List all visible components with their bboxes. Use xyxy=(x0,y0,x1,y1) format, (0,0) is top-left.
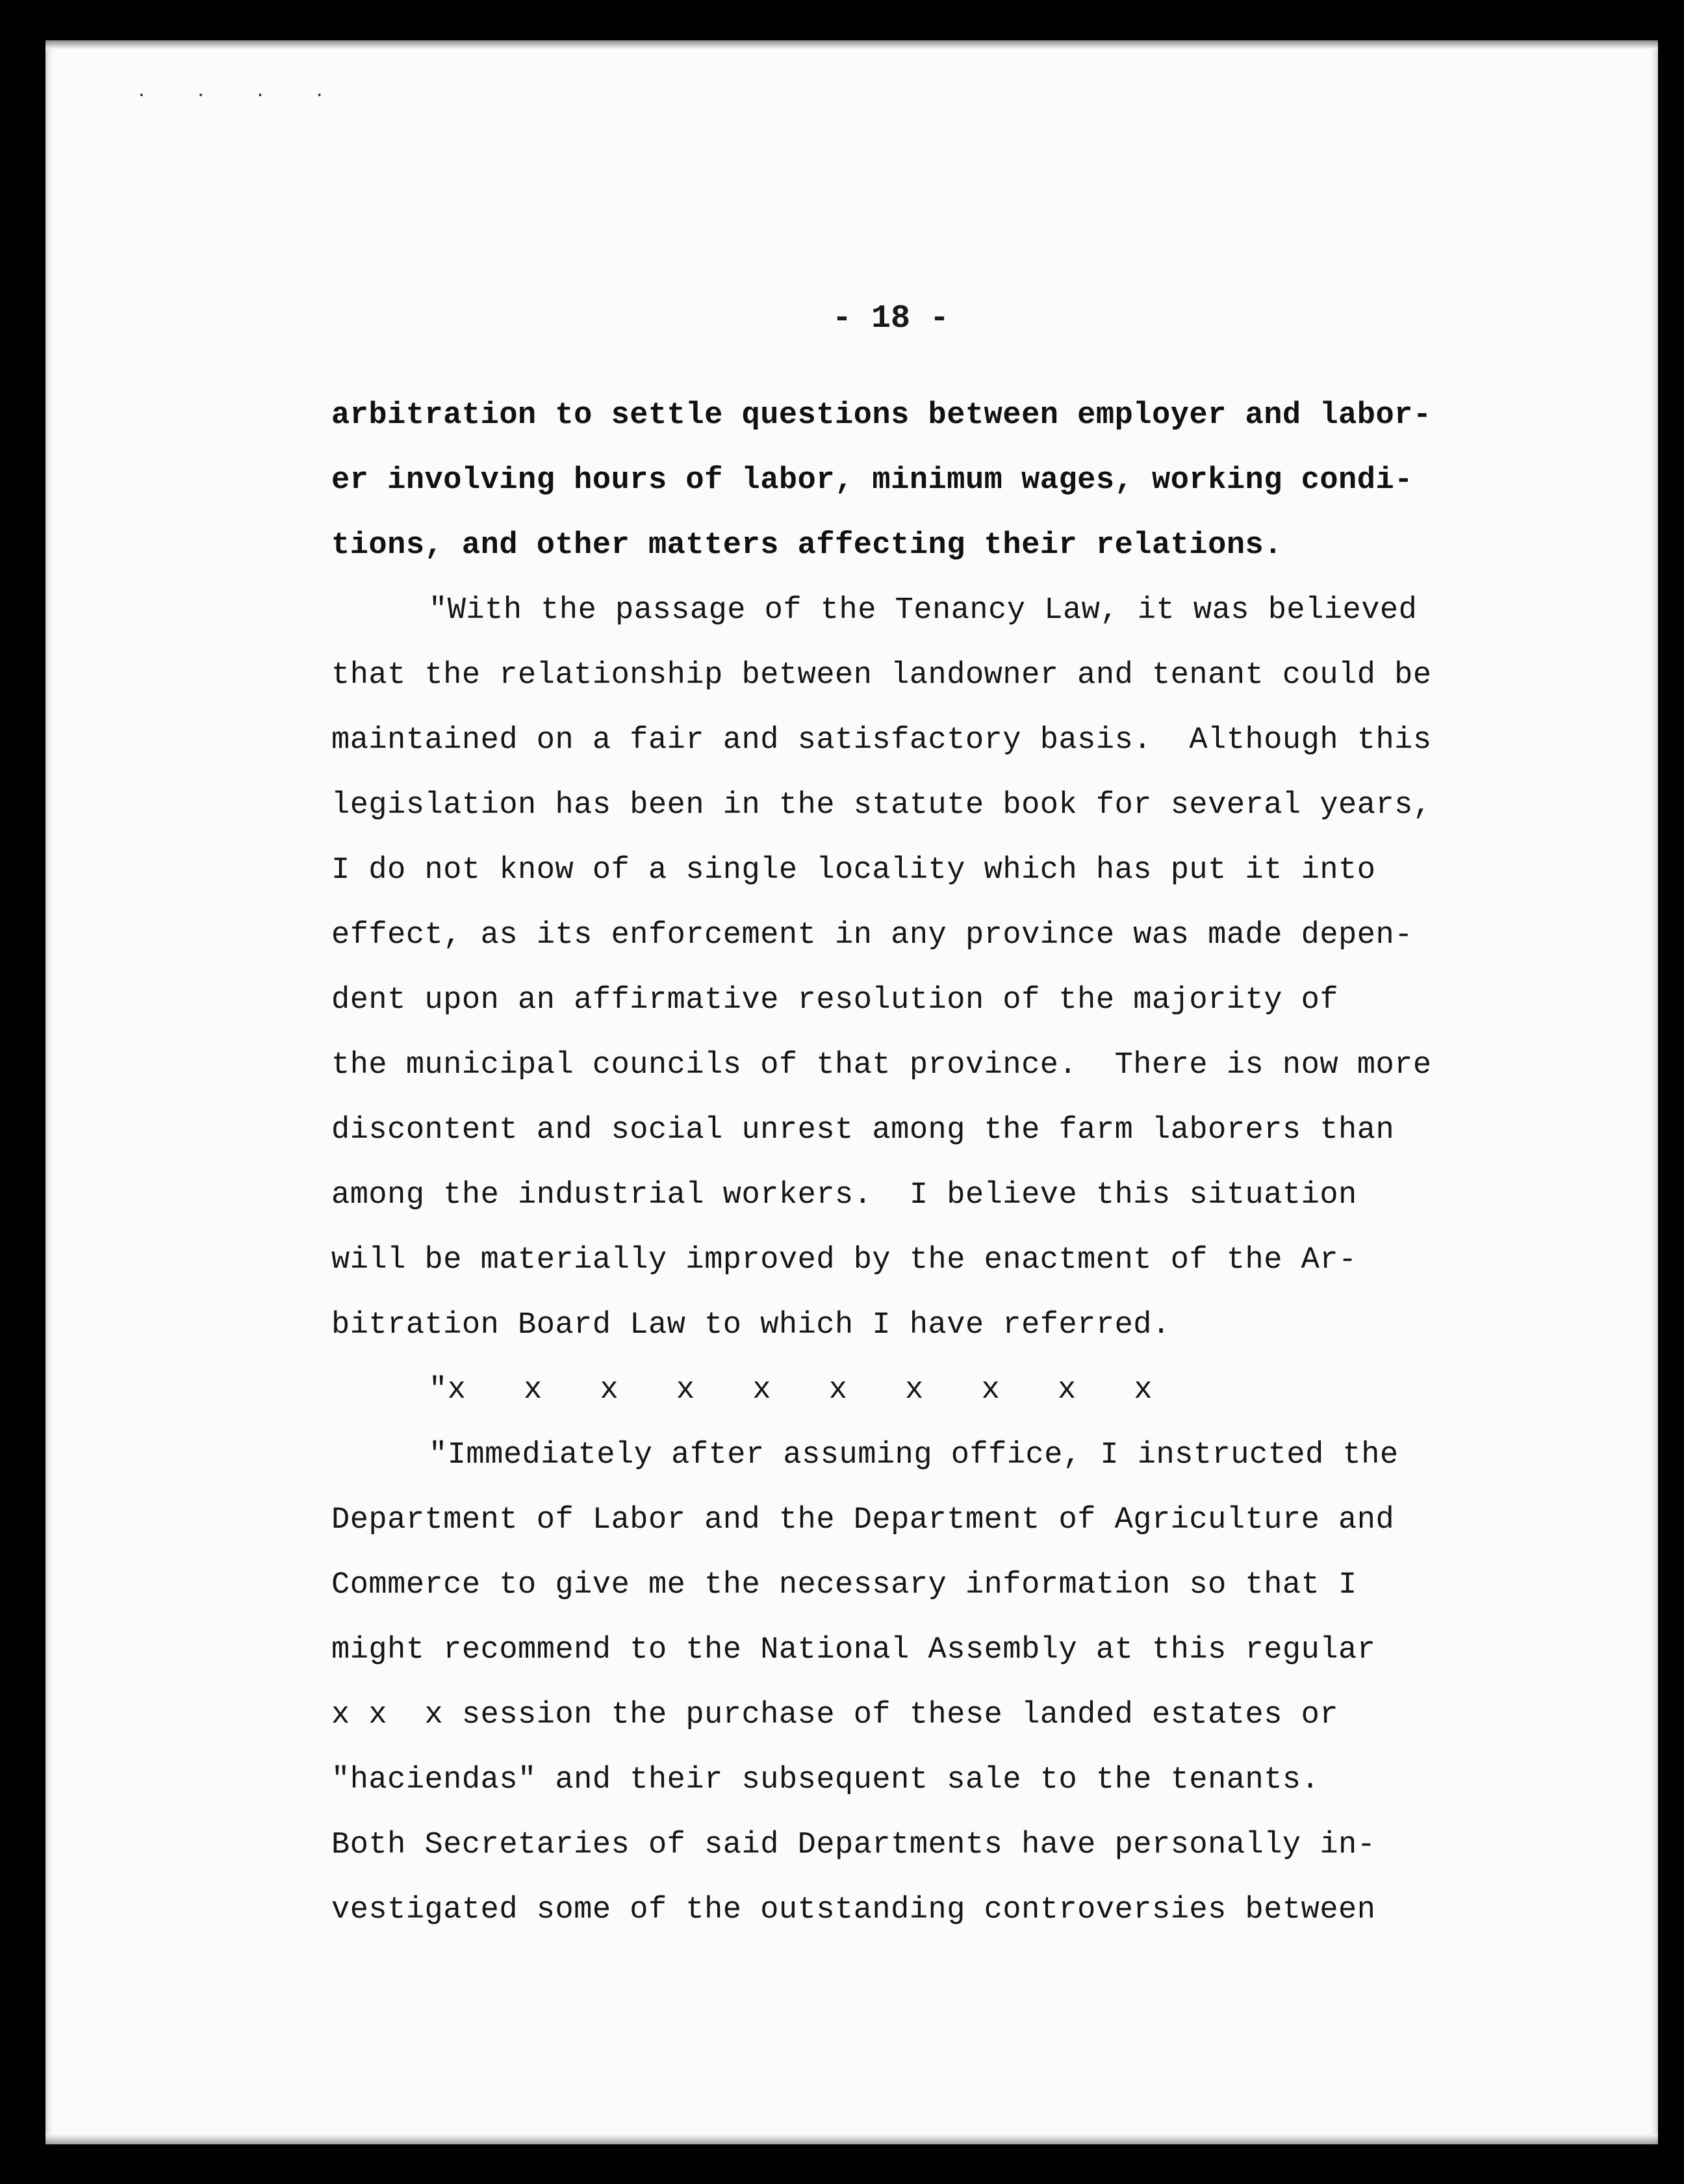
text-line: Department of Labor and the Department of Agriculture and xyxy=(331,1503,1395,1537)
scan-specks: · · · · xyxy=(136,86,344,105)
text-line: "haciendas" and their subsequent sale to the tenants. xyxy=(331,1763,1320,1797)
text-line: among the industrial workers. I believe this situation xyxy=(331,1178,1357,1213)
text-line: that the relationship between landowner and tenant could be xyxy=(331,658,1432,693)
text-line: arbitration to settle questions between employer and labor- xyxy=(331,398,1432,433)
ellipsis-row: "x x x x x x x x x x xyxy=(429,1373,1153,1407)
text-line: er involving hours of labor, minimum wages, working condi- xyxy=(331,463,1413,498)
text-line: "Immediately after assuming office, I instructed the xyxy=(429,1438,1399,1472)
page-number: - 18 - xyxy=(832,300,950,337)
text-line: discontent and social unrest among the farm laborers than xyxy=(331,1113,1395,1148)
text-line: tions, and other matters affecting their relations. xyxy=(331,528,1282,563)
text-line: the municipal councils of that province. There is now more xyxy=(331,1048,1432,1083)
text-line: legislation has been in the statute book for several years, xyxy=(331,788,1432,823)
text-line: effect, as its enforcement in any province was made depen- xyxy=(331,918,1413,953)
text-line: I do not know of a single locality which has put it into xyxy=(331,853,1376,888)
text-line: bitration Board Law to which I have referred. xyxy=(331,1308,1171,1343)
document-page xyxy=(45,40,1658,2144)
body-text xyxy=(331,383,1605,1943)
text-line: Commerce to give me the necessary information so that I xyxy=(331,1568,1357,1602)
text-line: will be materially improved by the enactment of the Ar- xyxy=(331,1243,1357,1278)
text-line: might recommend to the National Assembly at this regular xyxy=(331,1633,1376,1667)
text-line: maintained on a fair and satisfactory basis. Although this xyxy=(331,723,1432,758)
text-line: vestigated some of the outstanding controversies between xyxy=(331,1893,1376,1927)
text-line: x x x session the purchase of these landed estates or xyxy=(331,1698,1339,1732)
text-line: Both Secretaries of said Departments have personally in- xyxy=(331,1828,1376,1862)
text-line: dent upon an affirmative resolution of the majority of xyxy=(331,983,1339,1018)
text-line: "With the passage of the Tenancy Law, it was believed xyxy=(429,593,1418,628)
